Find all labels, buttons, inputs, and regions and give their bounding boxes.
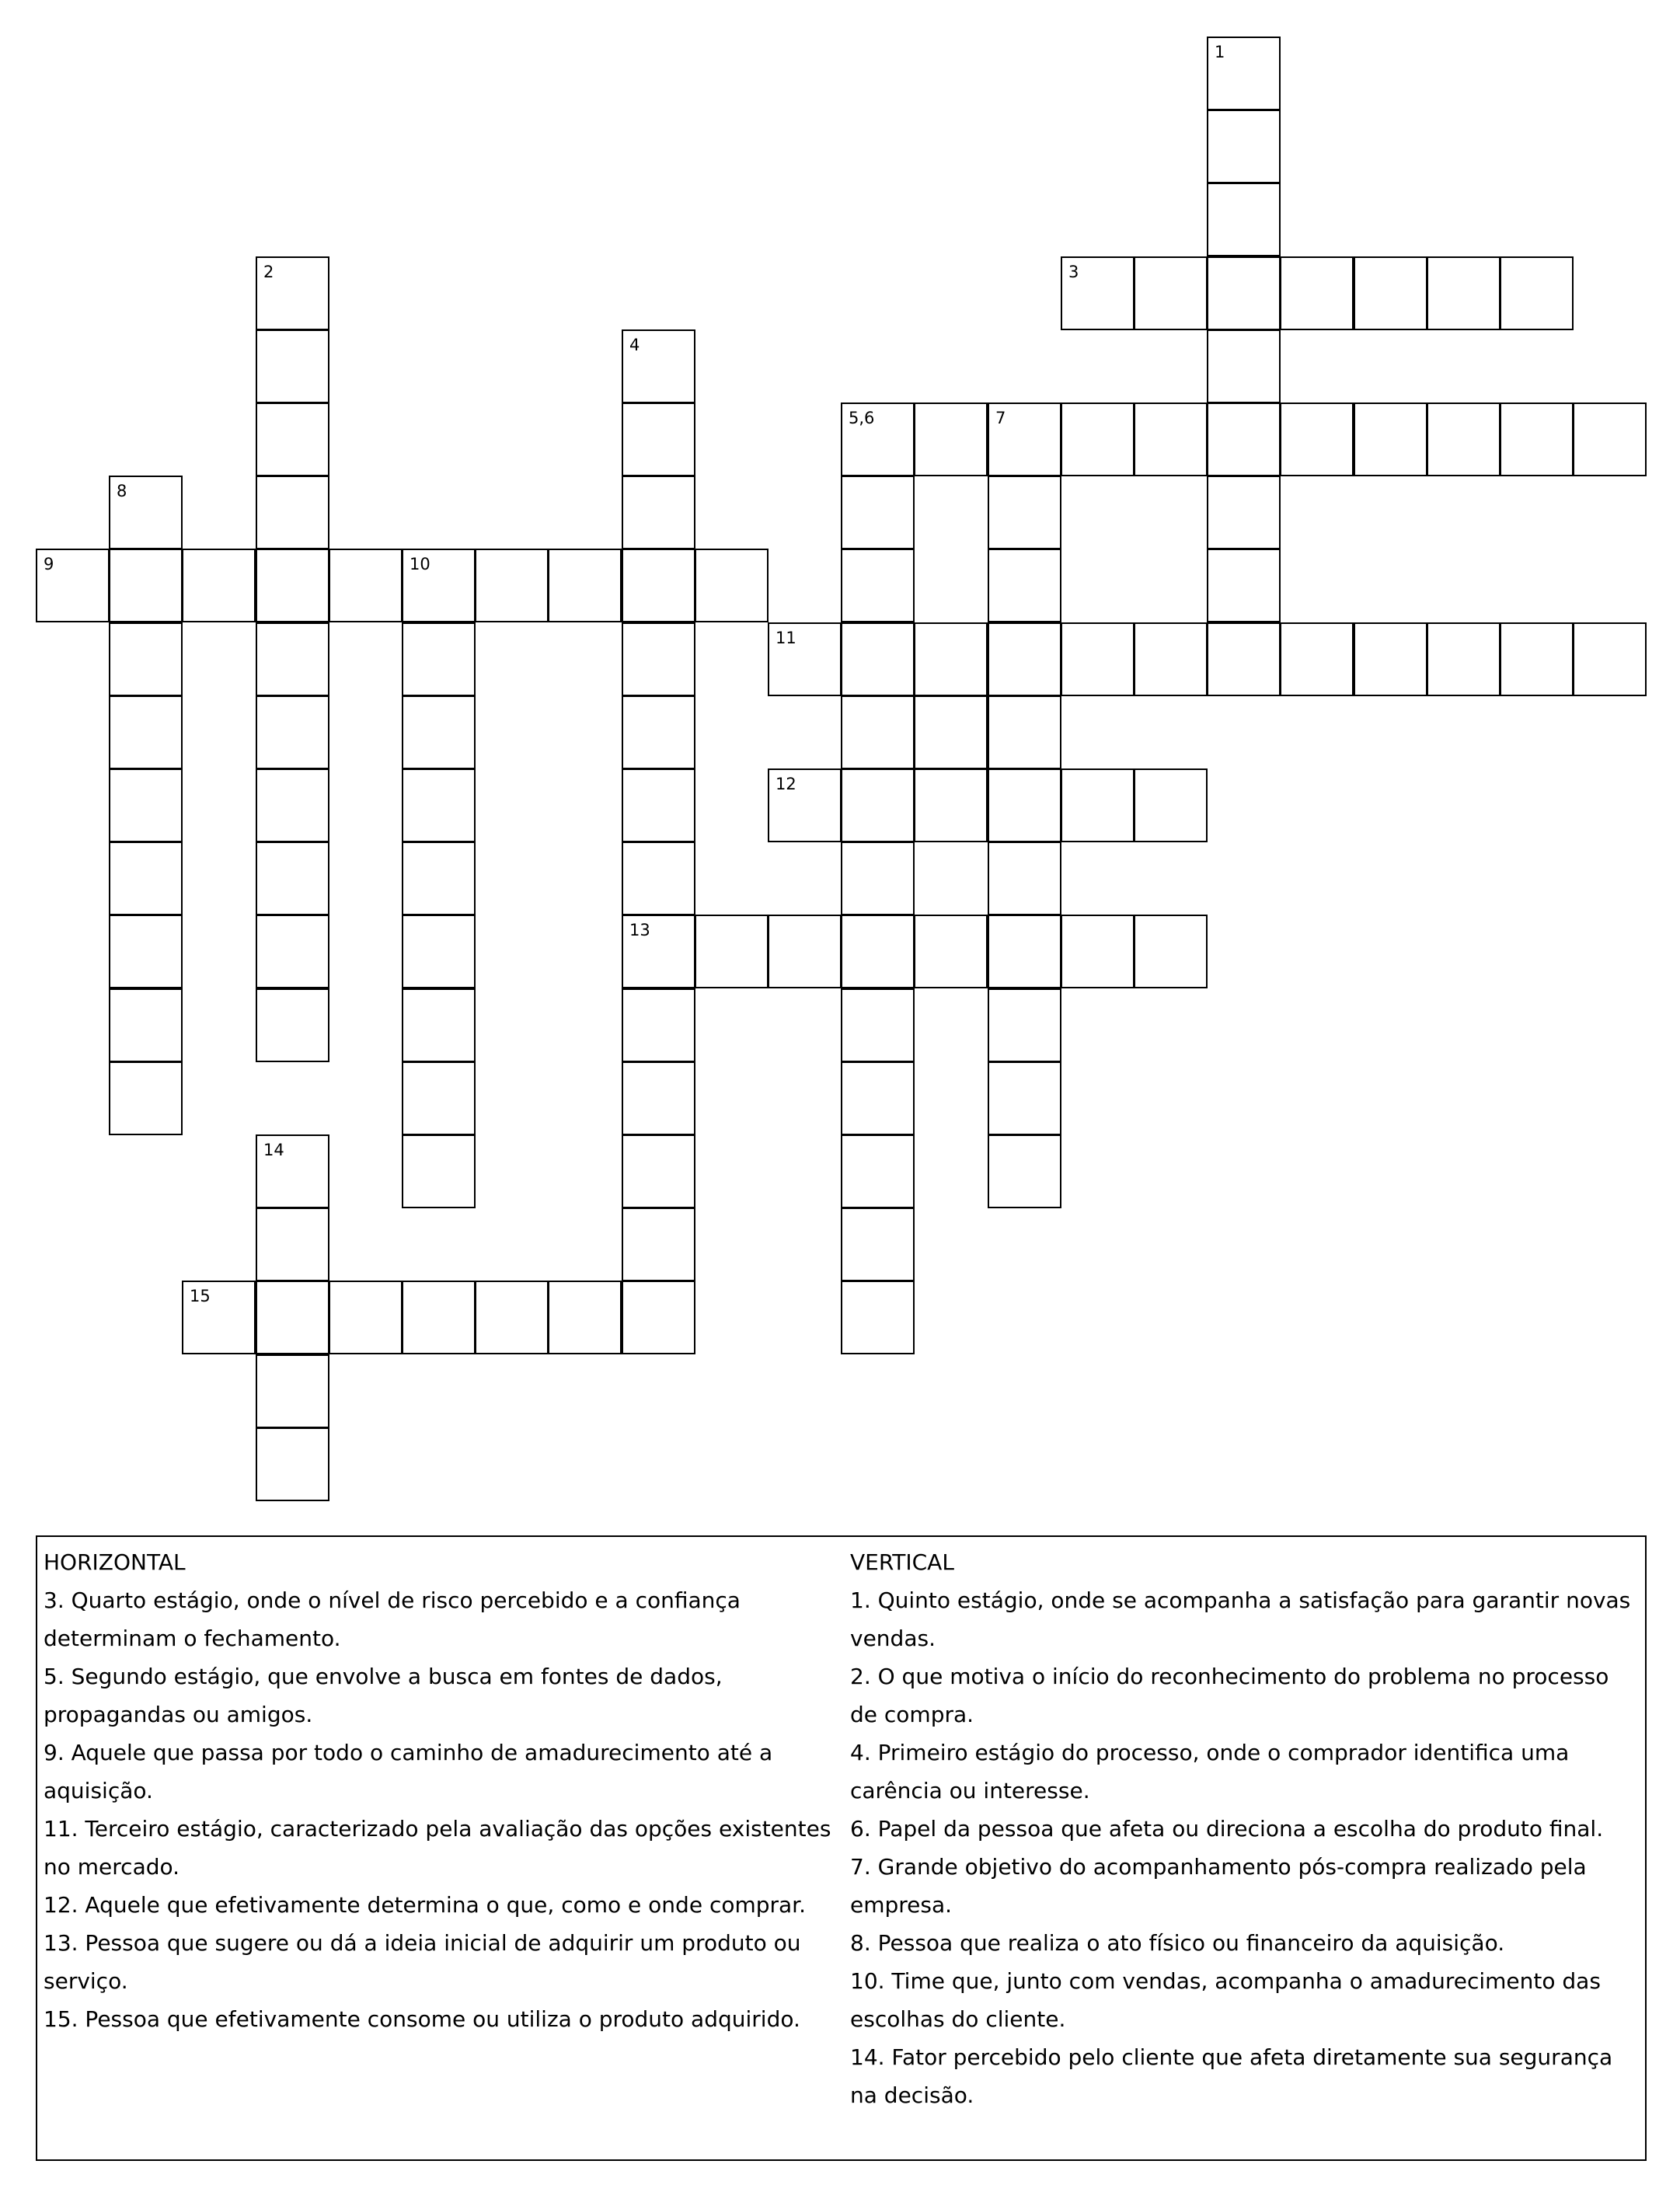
crossword-cell[interactable] — [1427, 622, 1500, 696]
crossword-cell[interactable] — [695, 549, 769, 622]
crossword-cell[interactable] — [988, 403, 1061, 476]
crossword-cell[interactable] — [1134, 768, 1208, 842]
clue-horizontal-5: 5. Segundo estágio, que envolve a busca em fontes de dados, propagandas ou amigos. — [44, 1664, 723, 1727]
crossword-cell[interactable] — [1207, 403, 1281, 476]
crossword-cell[interactable] — [988, 842, 1061, 915]
crossword-cell[interactable] — [622, 1134, 695, 1208]
crossword-cell[interactable] — [329, 549, 403, 622]
crossword-cell[interactable] — [1061, 915, 1135, 988]
crossword-cell[interactable] — [256, 622, 329, 696]
crossword-cell[interactable] — [1280, 403, 1354, 476]
clues-box — [36, 1535, 1647, 2161]
crossword-cell[interactable] — [402, 622, 476, 696]
crossword-cell[interactable] — [329, 1281, 403, 1354]
crossword-cell[interactable] — [109, 1061, 183, 1135]
crossword-cell[interactable] — [256, 1134, 329, 1208]
crossword-cell[interactable] — [109, 622, 183, 696]
crossword-cell[interactable] — [1573, 403, 1647, 476]
clue-horizontal-11: 11. Terceiro estágio, caracterizado pela avaliação das opções existentes no mercado. — [44, 1816, 831, 1880]
crossword-cell[interactable] — [622, 403, 695, 476]
crossword-cell[interactable] — [256, 768, 329, 842]
crossword-cell[interactable] — [1061, 622, 1135, 696]
crossword-cell[interactable] — [841, 695, 915, 769]
crossword-cell[interactable] — [256, 1427, 329, 1501]
clue-number: 15 — [190, 1287, 211, 1305]
vertical-heading: VERTICAL — [850, 1549, 954, 1575]
clue-number: 8 — [117, 482, 127, 500]
clue-horizontal-12: 12. Aquele que efetivamente determina o que, como e onde comprar. — [44, 1892, 807, 1918]
crossword-cell[interactable] — [402, 549, 476, 622]
crossword-cell[interactable] — [1207, 37, 1281, 110]
horizontal-clues-column — [44, 1543, 836, 2038]
crossword-cell[interactable] — [622, 1208, 695, 1281]
crossword-cell[interactable] — [1207, 110, 1281, 183]
crossword-cell[interactable] — [914, 768, 988, 842]
clue-vertical-6: 6. Papel da pessoa que afeta ou direciona a escolha do produto final. — [850, 1816, 1604, 1842]
crossword-cell[interactable] — [622, 1061, 695, 1135]
crossword-cell[interactable] — [402, 1134, 476, 1208]
vertical-clues-column — [850, 1543, 1635, 2114]
crossword-cell[interactable] — [402, 1061, 476, 1135]
crossword-cell[interactable] — [622, 1281, 695, 1354]
crossword-cell[interactable] — [988, 476, 1061, 549]
crossword-cell[interactable] — [475, 549, 549, 622]
crossword-cell[interactable] — [1061, 768, 1135, 842]
crossword-cell[interactable] — [768, 915, 842, 988]
crossword-cell[interactable] — [988, 622, 1061, 696]
crossword-cell[interactable] — [402, 1281, 476, 1354]
crossword-cell[interactable] — [914, 695, 988, 769]
crossword-cell[interactable] — [1500, 622, 1574, 696]
crossword-cell[interactable] — [1354, 256, 1427, 330]
crossword-cell[interactable] — [1134, 915, 1208, 988]
clue-horizontal-13: 13. Pessoa que sugere ou dá a ideia inicial de adquirir um produto ou serviço. — [44, 1930, 801, 1994]
crossword-cell[interactable] — [109, 915, 183, 988]
crossword-cell[interactable] — [256, 329, 329, 403]
crossword-cell[interactable] — [695, 915, 769, 988]
crossword-cell[interactable] — [109, 768, 183, 842]
clue-number: 14 — [263, 1141, 284, 1159]
crossword-cell[interactable] — [1207, 549, 1281, 622]
crossword-cell[interactable] — [256, 1354, 329, 1428]
crossword-cell[interactable] — [622, 622, 695, 696]
crossword-cell[interactable] — [988, 549, 1061, 622]
clue-number: 10 — [410, 555, 430, 573]
clue-vertical-14: 14. Fator percebido pelo cliente que afeta diretamente sua segurança na decisão. — [850, 2044, 1613, 2108]
crossword-cell[interactable] — [768, 622, 842, 696]
crossword-cell[interactable] — [109, 695, 183, 769]
crossword-cell[interactable] — [841, 622, 915, 696]
crossword-cell[interactable] — [988, 768, 1061, 842]
crossword-cell[interactable] — [988, 915, 1061, 988]
clue-horizontal-3: 3. Quarto estágio, onde o nível de risco percebido e a confiança determinam o fechamento. — [44, 1587, 741, 1651]
crossword-cell[interactable] — [841, 1061, 915, 1135]
clue-number: 12 — [776, 775, 796, 793]
crossword-cell[interactable] — [1134, 403, 1208, 476]
crossword-cell[interactable] — [1061, 403, 1135, 476]
crossword-cell[interactable] — [182, 549, 256, 622]
crossword-cell[interactable] — [256, 1208, 329, 1281]
crossword-cell[interactable] — [402, 768, 476, 842]
crossword-cell[interactable] — [36, 549, 110, 622]
crossword-cell[interactable] — [256, 549, 329, 622]
crossword-cell[interactable] — [622, 476, 695, 549]
crossword-cell[interactable] — [548, 549, 622, 622]
clue-number: 7 — [995, 409, 1006, 427]
crossword-cell[interactable] — [256, 695, 329, 769]
crossword-cell[interactable] — [1207, 183, 1281, 256]
crossword-cell[interactable] — [622, 768, 695, 842]
crossword-cell[interactable] — [256, 256, 329, 330]
crossword-cell[interactable] — [988, 695, 1061, 769]
crossword-cell[interactable] — [109, 842, 183, 915]
clue-number: 13 — [629, 921, 650, 939]
crossword-cell[interactable] — [402, 915, 476, 988]
clue-vertical-10: 10. Time que, junto com vendas, acompanha o amadurecimento das escolhas do cliente. — [850, 1968, 1601, 2032]
crossword-cell[interactable] — [256, 842, 329, 915]
crossword-cell[interactable] — [1280, 256, 1354, 330]
crossword-cell[interactable] — [256, 1281, 329, 1354]
horizontal-heading: HORIZONTAL — [44, 1549, 186, 1575]
crossword-cell[interactable] — [548, 1281, 622, 1354]
crossword-cell[interactable] — [402, 695, 476, 769]
clue-number: 9 — [44, 555, 54, 573]
crossword-cell[interactable] — [1354, 403, 1427, 476]
crossword-cell[interactable] — [256, 403, 329, 476]
clue-number: 4 — [629, 336, 640, 354]
crossword-cell[interactable] — [182, 1281, 256, 1354]
crossword-cell[interactable] — [622, 842, 695, 915]
crossword-cell[interactable] — [914, 403, 988, 476]
crossword-cell[interactable] — [1427, 256, 1500, 330]
crossword-cell[interactable] — [622, 549, 695, 622]
crossword-cell[interactable] — [988, 1134, 1061, 1208]
crossword-cell[interactable] — [841, 842, 915, 915]
crossword-cell[interactable] — [1207, 329, 1281, 403]
clue-vertical-8: 8. Pessoa que realiza o ato físico ou financeiro da aquisição. — [850, 1930, 1505, 1956]
crossword-cell[interactable] — [1061, 256, 1135, 330]
clue-horizontal-9: 9. Aquele que passa por todo o caminho de amadurecimento até a aquisição. — [44, 1740, 773, 1803]
clue-horizontal-15: 15. Pessoa que efetivamente consome ou utiliza o produto adquirido. — [44, 2006, 800, 2032]
clue-vertical-4: 4. Primeiro estágio do processo, onde o comprador identifica uma carência ou interesse. — [850, 1740, 1570, 1803]
crossword-cell[interactable] — [256, 476, 329, 549]
crossword-cell[interactable] — [914, 915, 988, 988]
clue-number: 2 — [263, 263, 274, 281]
crossword-cell[interactable] — [622, 329, 695, 403]
clue-number: 3 — [1068, 263, 1079, 281]
crossword-cell[interactable] — [256, 915, 329, 988]
crossword-cell[interactable] — [1207, 476, 1281, 549]
crossword-cell[interactable] — [988, 988, 1061, 1062]
crossword-cell[interactable] — [841, 1281, 915, 1354]
clue-number: 11 — [776, 629, 796, 647]
crossword-cell[interactable] — [841, 1134, 915, 1208]
crossword-cell[interactable] — [622, 915, 695, 988]
crossword-cell[interactable] — [475, 1281, 549, 1354]
crossword-cell[interactable] — [1207, 256, 1281, 330]
crossword-cell[interactable] — [1573, 622, 1647, 696]
crossword-cell[interactable] — [1207, 622, 1281, 696]
crossword-cell[interactable] — [988, 1061, 1061, 1135]
crossword-cell[interactable] — [914, 622, 988, 696]
crossword-cell[interactable] — [1500, 256, 1574, 330]
crossword-cell[interactable] — [1427, 403, 1500, 476]
clue-number: 5,6 — [849, 409, 875, 427]
crossword-cell[interactable] — [622, 988, 695, 1062]
crossword-cell[interactable] — [1354, 622, 1427, 696]
crossword-cell[interactable] — [402, 842, 476, 915]
crossword-cell[interactable] — [841, 549, 915, 622]
crossword-cell[interactable] — [109, 549, 183, 622]
crossword-cell[interactable] — [841, 476, 915, 549]
crossword-cell[interactable] — [841, 1208, 915, 1281]
crossword-cell[interactable] — [1134, 256, 1208, 330]
crossword-cell[interactable] — [1134, 622, 1208, 696]
clue-vertical-1: 1. Quinto estágio, onde se acompanha a satisfação para garantir novas vendas. — [850, 1587, 1631, 1651]
crossword-cell[interactable] — [622, 695, 695, 769]
crossword-cell[interactable] — [841, 768, 915, 842]
crossword-cell[interactable] — [256, 988, 329, 1062]
clue-vertical-7: 7. Grande objetivo do acompanhamento pós-compra realizado pela empresa. — [850, 1854, 1587, 1918]
crossword-cell[interactable] — [841, 988, 915, 1062]
clue-vertical-2: 2. O que motiva o início do reconhecimento do problema no processo de compra. — [850, 1664, 1609, 1727]
crossword-cell[interactable] — [109, 988, 183, 1062]
clue-number: 1 — [1215, 43, 1225, 61]
crossword-cell[interactable] — [841, 403, 915, 476]
crossword-cell[interactable] — [1500, 403, 1574, 476]
crossword-cell[interactable] — [402, 988, 476, 1062]
crossword-cell[interactable] — [109, 476, 183, 549]
crossword-cell[interactable] — [841, 915, 915, 988]
crossword-cell[interactable] — [1280, 622, 1354, 696]
crossword-cell[interactable] — [768, 768, 842, 842]
